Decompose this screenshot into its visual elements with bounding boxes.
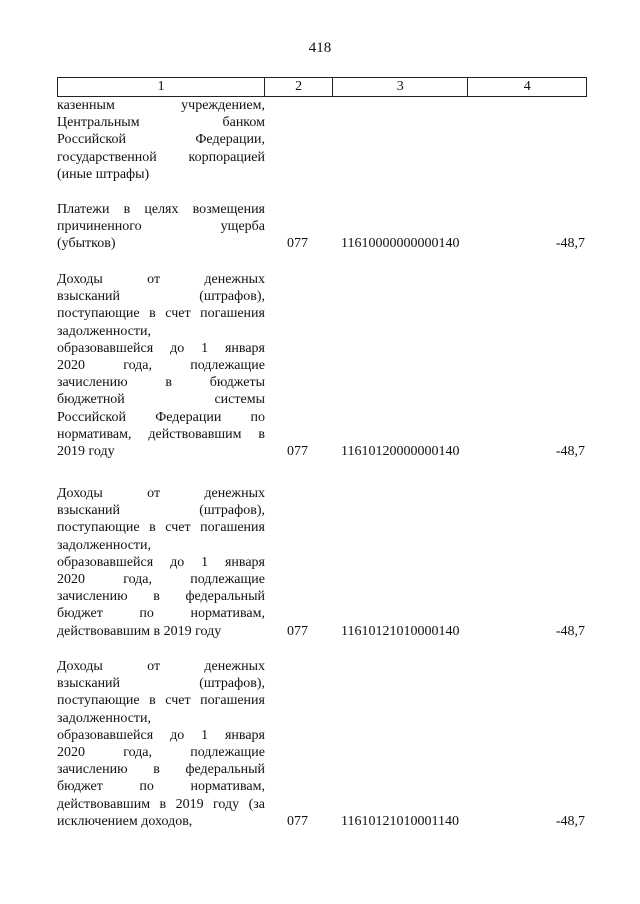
- description-line: Российской Федерации по: [57, 409, 265, 425]
- table-row: [57, 97, 587, 183]
- budget-classification-code: 11610121010000140: [341, 623, 460, 639]
- description-line: зачислению в федеральный: [57, 589, 265, 605]
- description-line: образовавшейся до 1 января: [57, 340, 265, 356]
- admin-code: 077: [287, 236, 308, 252]
- table-row: [57, 658, 587, 830]
- description-line: 2020 года, подлежащие: [57, 745, 265, 761]
- description-line: 2019 году: [57, 444, 115, 460]
- description-line: действовавшим в 2019 году (за: [57, 796, 265, 812]
- header-col-4: 4: [523, 79, 531, 94]
- table-header: [57, 77, 587, 97]
- description-line: действовавшим в 2019 году: [57, 623, 222, 639]
- description-line: (убытков): [57, 236, 116, 252]
- budget-classification-code: 11610000000000140: [341, 236, 460, 252]
- page-number: 418: [308, 40, 332, 56]
- row-description: [57, 658, 265, 830]
- description-line: Доходы от денежных: [57, 272, 265, 287]
- description-line: бюджет по нормативам,: [57, 606, 265, 622]
- description-line: бюджетной системы: [57, 392, 265, 408]
- description-line: задолженности,: [57, 323, 152, 339]
- description-line: Доходы от денежных: [57, 659, 265, 674]
- admin-code: 077: [287, 813, 308, 829]
- budget-classification-code: 11610120000000140: [341, 444, 460, 460]
- description-line: казенным учреждением,: [57, 98, 265, 113]
- description-line: Российской Федерации,: [57, 132, 265, 148]
- amount-value: -48,7: [555, 444, 585, 460]
- description-line: взысканий (штрафов),: [57, 676, 265, 692]
- description-line: зачислению в бюджеты: [57, 375, 265, 391]
- description-line: государственной корпорацией: [57, 149, 265, 165]
- description-line: исключением доходов,: [57, 813, 193, 829]
- table-row: [57, 201, 587, 253]
- budget-classification-code: 11610121010001140: [341, 813, 459, 829]
- description-line: 2020 года, подлежащие: [57, 572, 265, 588]
- description-line: поступающие в счет погашения: [57, 520, 265, 536]
- header-col-2: 2: [265, 78, 333, 96]
- description-line: поступающие в счет погашения: [57, 693, 265, 709]
- amount-value: -48,7: [555, 623, 585, 639]
- admin-code: 077: [287, 623, 308, 639]
- description-line: Платежи в целях возмещения: [57, 202, 265, 217]
- row-description: [57, 201, 265, 253]
- description-line: причиненного ущерба: [57, 219, 265, 235]
- header-col-1: 1: [58, 78, 265, 96]
- description-line: поступающие в счет погашения: [57, 306, 265, 322]
- description-line: взысканий (штрафов),: [57, 503, 265, 519]
- description-line: зачислению в федеральный: [57, 762, 265, 778]
- description-line: взысканий (штрафов),: [57, 289, 265, 305]
- description-line: бюджет по нормативам,: [57, 779, 265, 795]
- row-description: [57, 485, 265, 640]
- description-line: Доходы от денежных: [57, 486, 265, 501]
- admin-code: 077: [287, 444, 308, 460]
- description-line: образовавшейся до 1 января: [57, 554, 265, 570]
- row-description: [57, 97, 265, 183]
- description-line: 2020 года, подлежащие: [57, 358, 265, 374]
- header-col-3: 3: [333, 78, 468, 96]
- description-line: задолженности,: [57, 537, 152, 553]
- amount-value: -48,7: [555, 813, 585, 829]
- amount-value: -48,7: [555, 236, 585, 252]
- table-row: [57, 485, 587, 640]
- description-line: (иные штрафы): [57, 166, 150, 182]
- row-description: [57, 271, 265, 460]
- table-row: [57, 271, 587, 460]
- description-line: Центральным банком: [57, 115, 265, 131]
- description-line: образовавшейся до 1 января: [57, 727, 265, 743]
- description-line: задолженности,: [57, 710, 152, 726]
- description-line: нормативам, действовавшим в: [57, 426, 265, 442]
